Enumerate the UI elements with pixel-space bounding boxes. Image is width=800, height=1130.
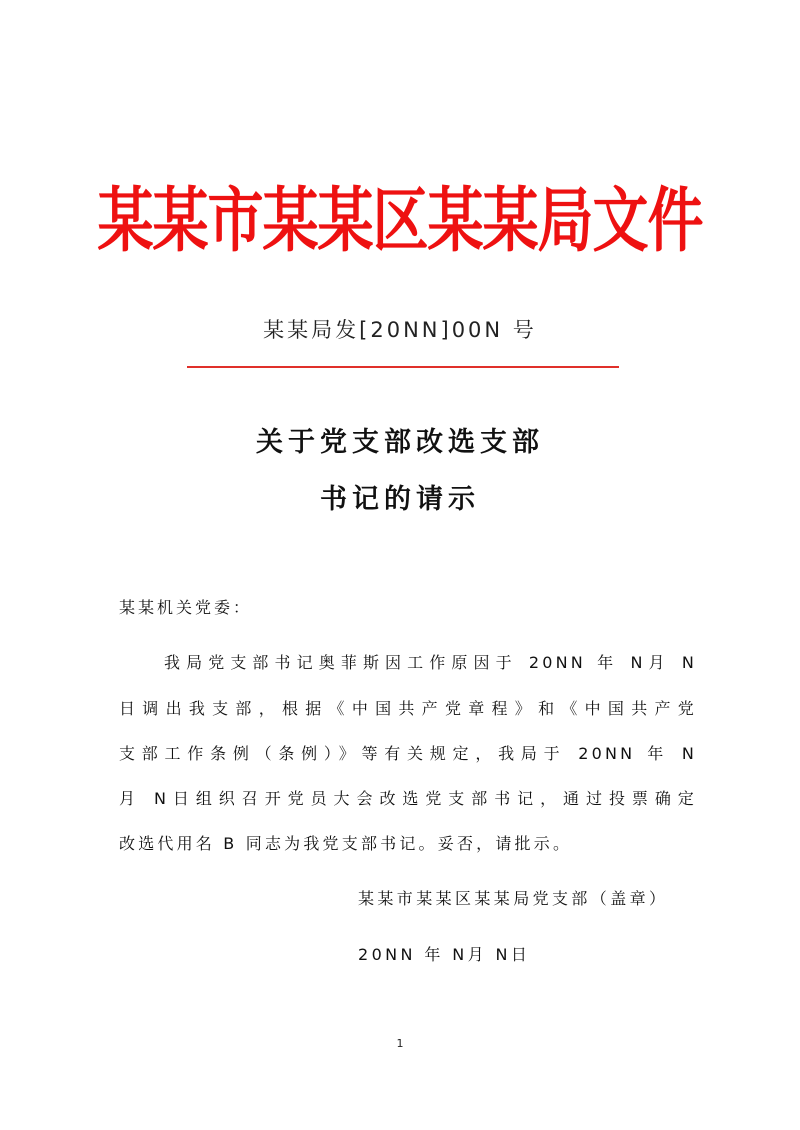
document-title-line-1: 关于党支部改选支部 [256,427,544,458]
salutation: 某某机关党委： [119,598,253,617]
document-number: 某某局发[20NN]00N 号 [263,318,537,342]
body-paragraph-line: 改选代用名 B 同志为我党支部书记。妥否，请批示。 [119,834,573,853]
body-paragraph-line: 支部工作条例（条例）》等有关规定，我局于 20NN 年 N [119,744,697,763]
document-title-line-2: 书记的请示 [320,484,480,515]
issue-date: 20NN 年 N月 N日 [358,945,531,964]
page-number: 1 [396,1037,404,1050]
masthead-title: 某某市某某区某某局文件 [97,180,703,262]
red-separator-line [187,366,619,368]
body-paragraph-line: 我局党支部书记奥菲斯因工作原因于 20NN 年 N月 N [164,653,697,672]
body-paragraph-line: 月 N日组织召开党员大会改选党支部书记，通过投票确定 [119,789,697,808]
body-paragraph-line: 日调出我支部，根据《中国共产党章程》和《中国共产党 [119,699,697,718]
signature-block: 某某市某某区某某局党支部（盖章） [358,889,669,908]
